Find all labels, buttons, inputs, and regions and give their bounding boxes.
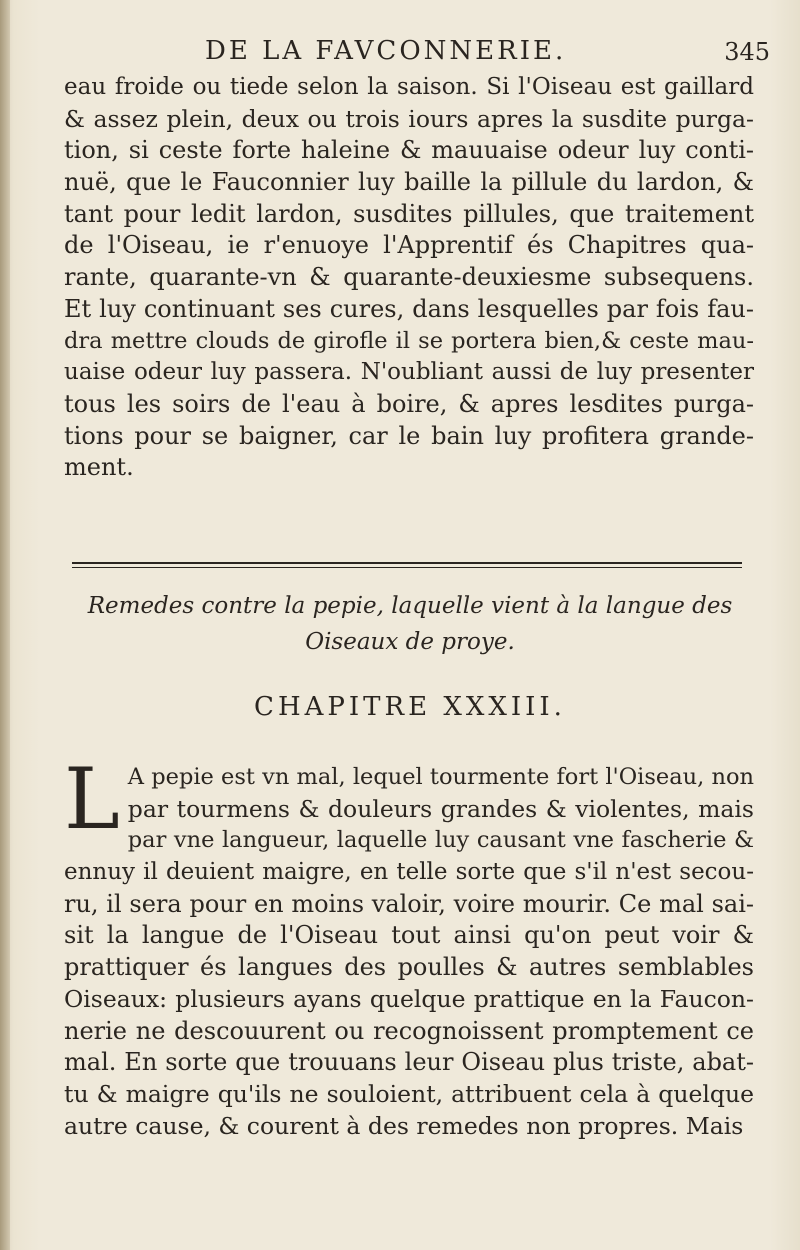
page-header xyxy=(60,36,770,72)
text-line: tant pour ledit lardon, susdites pillules, que traitement xyxy=(64,199,754,228)
chapter-heading: CHAPITRE XXXIII. xyxy=(254,692,566,722)
text-line: prattiquer és langues des poulles & autres semblables xyxy=(64,953,754,982)
page-number: 345 xyxy=(724,38,770,66)
text-line: par vne langueur, laquelle luy causant vne fascherie & xyxy=(127,827,754,854)
paragraph-1 xyxy=(64,72,754,484)
text-line: Et luy continuant ses cures, dans lesquelles par fois fau- xyxy=(64,294,754,323)
text-line: ennuy il deuient maigre, en telle sorte que s'il n'est secou- xyxy=(64,859,754,886)
text-line: tu & maigre qu'ils ne souloient, attribuent cela à quelque xyxy=(64,1079,754,1108)
section-divider-thin xyxy=(72,567,742,568)
text-line: & assez plein, deux ou trois iours apres la susdite purga- xyxy=(64,104,754,133)
text-line: Oiseaux: plusieurs ayans quelque prattique en la Faucon- xyxy=(64,984,754,1013)
text-line: A pepie est vn mal, lequel tourmente fort l'Oiseau, non xyxy=(127,764,754,790)
section-title-line-1: Remedes contre la pepie, laquelle vient à la langue des xyxy=(87,593,733,619)
drop-cap: L xyxy=(64,750,120,848)
text-line: autre cause, & courent à des remedes non propres. Mais xyxy=(64,1111,744,1140)
text-line: rante, quarante-vn & quarante-deuxiesme subsequens. xyxy=(64,263,754,292)
text-line: uaise odeur luy passera. N'oubliant aussi de luy presenter xyxy=(64,359,754,386)
section-title xyxy=(60,588,760,660)
text-line: sit la langue de l'Oiseau tout ainsi qu'on peut voir & xyxy=(64,921,754,950)
section-title-line-2: Oiseaux de proye. xyxy=(305,629,515,655)
text-line: ru, il sera pour en moins valoir, voire mourir. Ce mal sai- xyxy=(64,889,754,918)
text-line: tion, si ceste forte haleine & mauuaise odeur luy conti- xyxy=(64,136,754,165)
section-divider-thick xyxy=(72,562,742,564)
text-line: tous les soirs de l'eau à boire, & apres lesdites purga- xyxy=(64,389,754,418)
binding-edge xyxy=(0,0,10,1250)
text-line: tions pour se baigner, car le bain luy profitera grande- xyxy=(64,421,754,450)
text-line: dra mettre clouds de girofle il se portera bien,& ceste mau- xyxy=(64,327,754,354)
text-line: ment. xyxy=(64,453,134,482)
text-line: de l'Oiseau, ie r'enuoye l'Apprentif és Chapitres qua- xyxy=(64,231,754,260)
text-line: eau froide ou tiede selon la saison. Si l'Oiseau est gaillard xyxy=(64,74,754,100)
text-line: par tourmens & douleurs grandes & violentes, mais xyxy=(127,794,754,823)
paragraph-2 xyxy=(64,750,754,1142)
text-line: nerie ne descouurent ou recognoissent promptement ce xyxy=(64,1016,754,1045)
text-line: nuë, que le Fauconnier luy baille la pillule du lardon, & xyxy=(64,168,754,197)
text-line: mal. En sorte que trouuans leur Oiseau plus triste, abat- xyxy=(64,1048,754,1077)
running-title: DE LA FAVCONNERIE. xyxy=(205,36,567,66)
